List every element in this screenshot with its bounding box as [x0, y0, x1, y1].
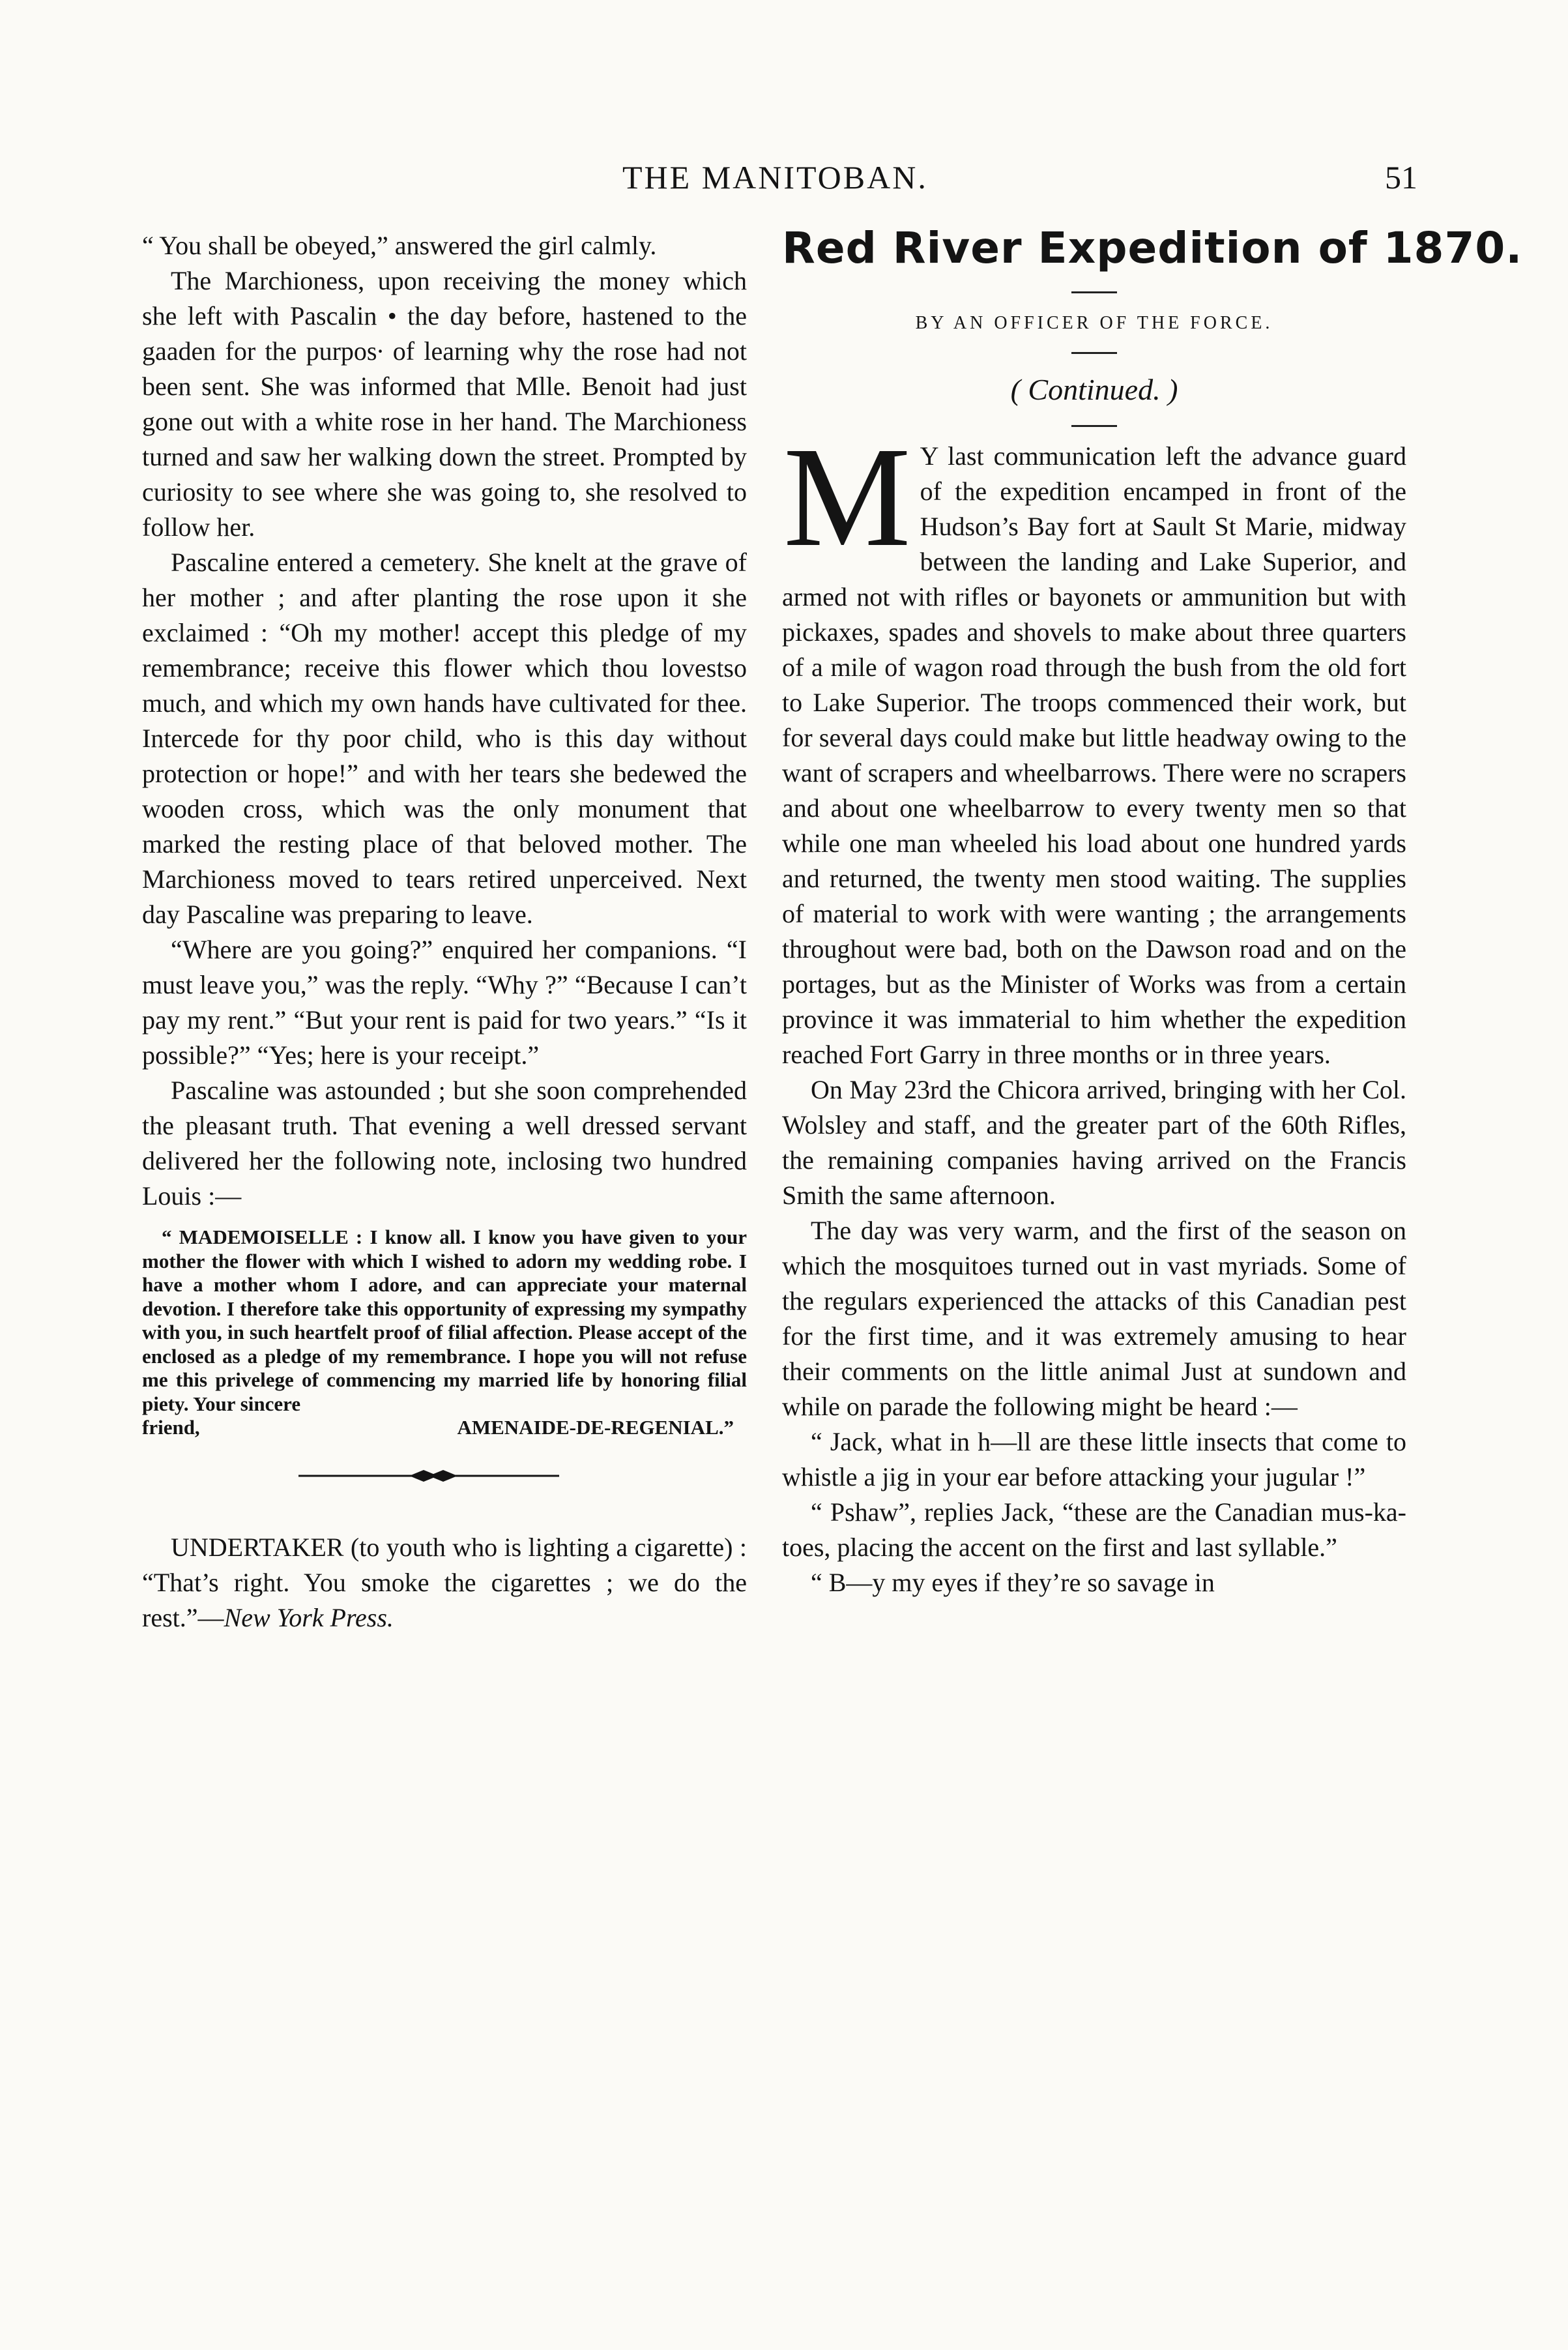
paragraph: Y last communication left the advance guard of the expedition encamped in front of the Hudson’s Bay fort at Sault St Marie, midway between the landing and Lake Superior, and armed not with rifles or bayonets or ammunition but with pickaxes, spades and shovels to make about three quarters of a mile of wagon road through the bush from the old fort to Lake Superior. The troops commenced their work, but for several days could make but little headway owing to the want of scrapers and wheelbarrows. There were no scrapers and about one wheelbarrow to every twenty men so that while one man wheeled his load about one hundred yards and returned, the twenty men stood waiting. The supplies of material to work with were wanting ; the arrangements throughout were bad, both on the Dawson road and on the portages, but as the Minister of Works was from a certain province it was immaterial to him whether the expedition reached Fort Garry in three months or in three years. — [782, 441, 1406, 1069]
letter-body: I know all. I know you have given to your mother the flower with which I wished to adorn my wedding robe. I have a mother whom I adore, and can appreciate your maternal devotion. I therefore take this opportunity of expressing my sympathy with you, in such heartfelt proof of filial affection. Please accept of the enclosed as a pledge of my remembrance. I hope you will not refuse me this privelege of commencing my married life by honoring filial piety. Your sincere — [142, 1226, 747, 1415]
continued-rule — [1071, 425, 1117, 427]
undertaker-joke — [142, 1530, 747, 1636]
joke-speaker: UNDERTAKER — [171, 1532, 344, 1562]
paragraph: “ Pshaw”, replies Jack, “these are the Canadian mus-ka-toes, placing the accent on the first and last syllable.” — [782, 1497, 1406, 1562]
byline-rule — [1071, 352, 1117, 354]
paragraph: “ You shall be obeyed,” answered the girl calmly. — [142, 231, 657, 260]
paragraph: The Marchioness, upon receiving the money which she left with Pascalin • the day before, hastened to the gaaden for the purpos∙ of learning why the rose had not been sent. She was informed that Mlle. Benoit had just gone out with a white rose in her hand. The Marchioness turned and saw her walking down the street. Prompted by curiosity to see where she was going to, she resolved to follow her. — [142, 266, 747, 542]
paragraph: “ Jack, what in h—ll are these little insects that come to whistle a jig in your ear before attacking your jugular !” — [782, 1427, 1406, 1491]
paragraph: “ B—y my eyes if they’re so savage in — [811, 1568, 1215, 1597]
title-rule — [1071, 291, 1117, 293]
ornamental-divider — [142, 1460, 747, 1499]
paragraph: Pascaline was astounded ; but she soon comprehended the pleasant truth. That evening a well dressed servant delivered her the following note, inclosing two hundred Louis :— — [142, 1076, 747, 1211]
joke-text: (to youth who is lighting a cigarette) : “That’s right. You smoke the cigarettes ; we do the rest.”— — [142, 1532, 747, 1632]
letter-salutation: “ MADEMOISELLE : — [162, 1226, 363, 1248]
right-column — [782, 223, 1523, 1600]
article-title: Red River Expedition of 1870. — [782, 223, 1523, 273]
letter-closing: friend, — [142, 1416, 200, 1439]
paragraph: On May 23rd the Chicora arrived, bringing with her Col. Wolsley and staff, and the greater part of the 60th Rifles, the remaining companies having arrived on the Francis Smith the same afternoon. — [782, 1075, 1406, 1210]
letter-signoff — [142, 1416, 747, 1440]
letter-signature: AMENAIDE-DE-REGENIAL.” — [457, 1416, 734, 1439]
joke-source: New York Press. — [224, 1602, 394, 1632]
byline: BY AN OFFICER OF THE FORCE. — [915, 313, 1273, 333]
quoted-letter — [142, 1226, 747, 1440]
divider-ornament-icon — [298, 1466, 559, 1486]
page-number: 51 — [1385, 159, 1417, 196]
paragraph: “Where are you going?” enquired her companions. “I must leave you,” was the reply. “Why ?” “Because I can’t pay my rent.” “But your rent is paid for two years.” “Is it possible?” “Yes; here is your receipt.” — [142, 935, 747, 1070]
running-head: THE MANITOBAN. — [622, 159, 928, 196]
page-header — [0, 158, 1568, 204]
drop-cap: M — [783, 417, 911, 576]
opening-paragraph — [782, 417, 1406, 1072]
left-column — [142, 228, 747, 1636]
paragraph: The day was very warm, and the first of the season on which the mosquitoes turned out in vast myriads. Some of the regulars experienced the attacks of this Canadian pest for the first time, and it was extremely amusing to hear their comments on the little animal Just at sundown and while on parade the following might be heard :— — [782, 1216, 1406, 1421]
continued-label: ( Continued. ) — [1010, 373, 1178, 406]
paragraph: Pascaline entered a cemetery. She knelt at the grave of her mother ; and after planting the rose upon it she exclaimed : “Oh my mother! accept this pledge of my remembrance; receive this flower which thou lovestso much, and which my own hands have cultivated for thee. Intercede for thy poor child, who is this day without protection or hope!” and with her tears she bedewed the wooden cross, which was the only monument that marked the resting place of that beloved mother. The Marchioness moved to tears retired unperceived. Next day Pascaline was preparing to leave. — [142, 548, 747, 929]
